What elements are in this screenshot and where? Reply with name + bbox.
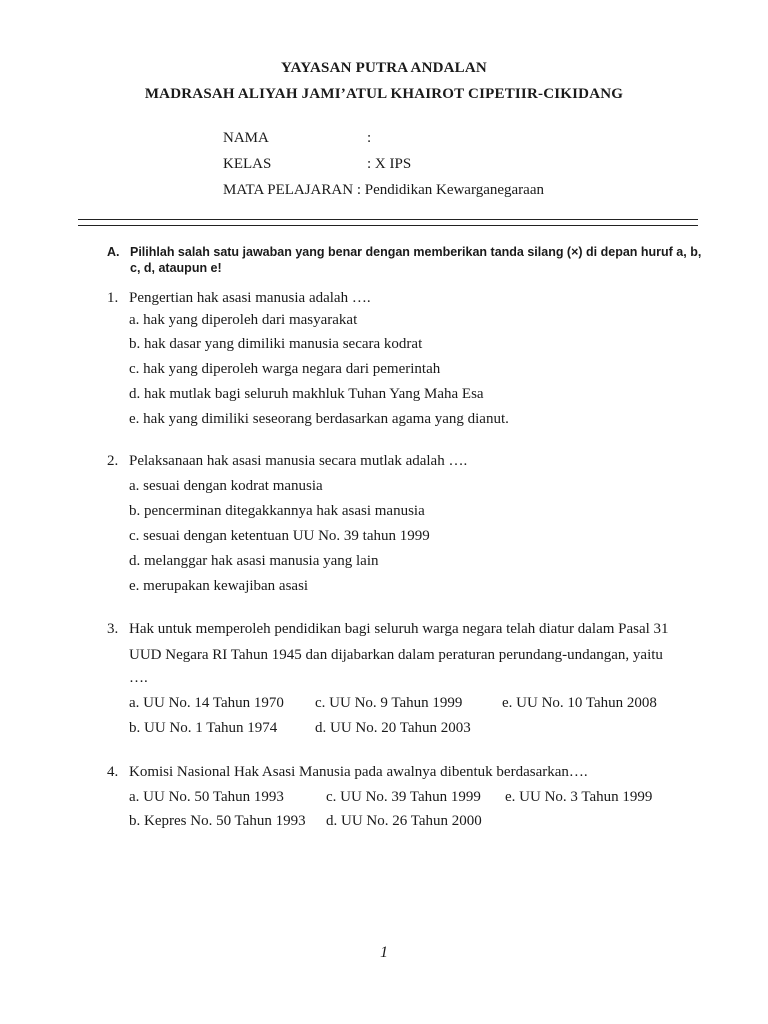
kelas-label: KELAS bbox=[223, 156, 272, 172]
section-letter: A. bbox=[107, 245, 120, 259]
identity-row-mapel bbox=[223, 181, 544, 207]
identity-row-kelas bbox=[223, 155, 544, 181]
option-a[interactable]: a. UU No. 50 Tahun 1993 bbox=[129, 789, 284, 805]
option-b[interactable]: b. Kepres No. 50 Tahun 1993 bbox=[129, 813, 306, 829]
question-stem: Pelaksanaan hak asasi manusia secara mutlak adalah …. bbox=[129, 453, 468, 469]
option-d[interactable]: d. UU No. 20 Tahun 2003 bbox=[315, 720, 471, 736]
option-c[interactable]: c. UU No. 9 Tahun 1999 bbox=[315, 695, 463, 711]
question-stem: Komisi Nasional Hak Asasi Manusia pada awalnya dibentuk berdasarkan…. bbox=[129, 764, 588, 780]
option-e[interactable]: e. UU No. 3 Tahun 1999 bbox=[505, 789, 653, 805]
divider-bottom bbox=[78, 225, 698, 226]
option-b[interactable]: b. UU No. 1 Tahun 1974 bbox=[129, 720, 278, 736]
option-e[interactable]: e. UU No. 10 Tahun 2008 bbox=[502, 695, 657, 711]
mapel-label: MATA PELAJARAN bbox=[223, 182, 354, 198]
question-stem: Pengertian hak asasi manusia adalah …. bbox=[129, 290, 371, 306]
option-a[interactable]: a. hak yang diperoleh dari masyarakat bbox=[129, 312, 358, 328]
section-instruction bbox=[107, 244, 707, 276]
option-e[interactable]: e. merupakan kewajiban asasi bbox=[129, 578, 309, 594]
option-a[interactable]: a. sesuai dengan kodrat manusia bbox=[129, 478, 323, 494]
question-number: 4. bbox=[107, 764, 119, 780]
mapel-value: : Pendidikan Kewarganegaraan bbox=[356, 182, 544, 198]
option-e[interactable]: e. hak yang dimiliki seseorang berdasarkan agama yang dianut. bbox=[129, 411, 509, 427]
option-c[interactable]: c. sesuai dengan ketentuan UU No. 39 tahun 1999 bbox=[129, 528, 430, 544]
instruction-text: Pilihlah salah satu jawaban yang benar dengan memberikan tanda silang (×) di depan huruf a, b, c, d, ataupun e! bbox=[130, 245, 702, 275]
question-number: 3. bbox=[107, 621, 119, 637]
page-number: 1 bbox=[380, 944, 388, 961]
option-c[interactable]: c. hak yang diperoleh warga negara dari pemerintah bbox=[129, 361, 441, 377]
question-stem-line-3: …. bbox=[129, 670, 148, 686]
question-number: 1. bbox=[107, 290, 119, 306]
question-stem-line-1: Hak untuk memperoleh pendidikan bagi seluruh warga negara telah diatur dalam Pasal 31 bbox=[129, 621, 669, 637]
option-d[interactable]: d. melanggar hak asasi manusia yang lain bbox=[129, 553, 379, 569]
option-d[interactable]: d. UU No. 26 Tahun 2000 bbox=[326, 813, 482, 829]
nama-value: : bbox=[367, 130, 372, 146]
foundation-title: YAYASAN PUTRA ANDALAN bbox=[281, 60, 487, 76]
identity-row-nama bbox=[223, 129, 544, 155]
option-a[interactable]: a. UU No. 14 Tahun 1970 bbox=[129, 695, 284, 711]
option-d[interactable]: d. hak mutlak bagi seluruh makhluk Tuhan Yang Maha Esa bbox=[129, 386, 484, 402]
school-title: MADRASAH ALIYAH JAMI’ATUL KHAIROT CIPETIIR-CIKIDANG bbox=[144, 86, 624, 102]
nama-label: NAMA bbox=[223, 130, 269, 146]
divider-top bbox=[78, 219, 698, 220]
option-b[interactable]: b. hak dasar yang dimiliki manusia secara kodrat bbox=[129, 336, 423, 352]
question-number: 2. bbox=[107, 453, 119, 469]
student-identity-block bbox=[223, 129, 544, 207]
kelas-value: : X IPS bbox=[367, 156, 412, 172]
option-c[interactable]: c. UU No. 39 Tahun 1999 bbox=[326, 789, 481, 805]
option-b[interactable]: b. pencerminan ditegakkannya hak asasi manusia bbox=[129, 503, 425, 519]
question-stem-line-2: UUD Negara RI Tahun 1945 dan dijabarkan dalam peraturan perundang-undangan, yaitu bbox=[129, 647, 663, 663]
